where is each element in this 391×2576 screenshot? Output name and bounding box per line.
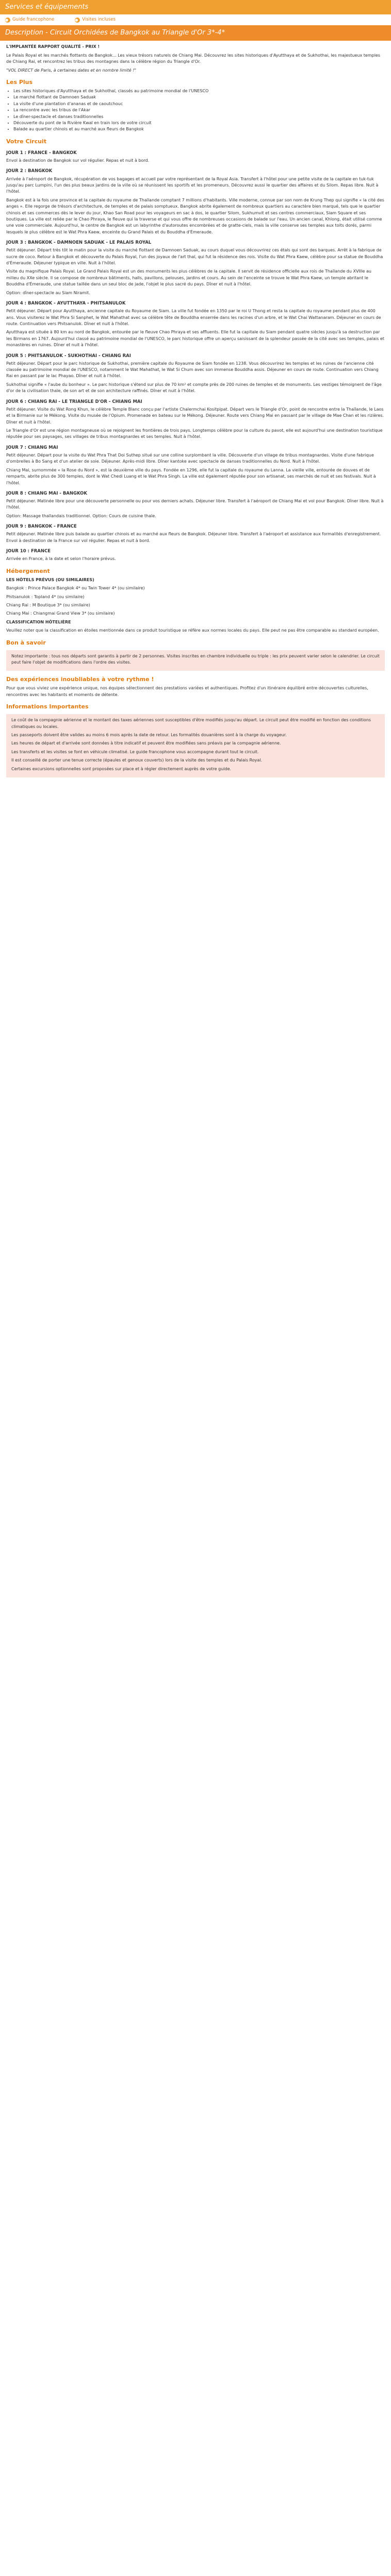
intro-1: L'IMPLANTÉE RAPPORT QUALITÉ - PRIX ! xyxy=(6,44,100,49)
info-line: Les heures de départ et d'arrivée sont données à titre indicatif et peuvent être modifiées sans préavis par la compagnie aérienne. xyxy=(11,741,281,746)
day-title: JOUR 6 : CHIANG RAI - LE TRIANGLE D'OR - CHIANG MAI xyxy=(6,399,142,404)
guide-item xyxy=(5,16,54,23)
day-title: JOUR 4 : BANGKOK - AYUTTHAYA - PHITSANULOK xyxy=(6,301,126,306)
day-text: Petit déjeuner. Visite du Wat Rong Khun, le célèbre Temple Blanc conçu par l'artiste Chalermchai Kositpipat. Départ vers le Triangle d'Or, point de rencontre entre la Thaïlande, le Laos et la Birmanie sur le Mékong. Visite du musée de l'Opium. Promenade en bateau sur le Mékong. Déjeuner. Route vers Chiang Mai en passant par le village de Mae Chan et les rizières. Dîner et nuit à l'hôtel. xyxy=(6,406,384,425)
services-list xyxy=(0,14,391,25)
day-title: JOUR 7 : CHIANG MAI xyxy=(6,445,58,450)
day-text: Bangkok est à la fois une province et la capitale du royaume de Thaïlande comptant 7 millions d'habitants. Ville moderne, connue par son nom de Krung Thep qui signifie « la cité des anges ». Elle regorge de trésors d'architecture, de temples et de palais somptueux. Bangkok abrite également de nombreux quartiers au caractère bien marqué, tels que le quartier chinois et ses commerces dès le lever du jour, Khao San Road pour les voyageurs en sac à dos, le quartier Silom, Sukhumvit et ses centres commerciaux, Siam Square et ses boutiques. La ville est reliée par le Chao Phraya, le fleuve qui la traverse et qui vous offre de nombreuses occasions de balade sur l'eau. Un ancien canal, Khlong, était utilisé comme une voie commerciale. Aujourd'hui, le centre de Bangkok est un labyrinthe d'autoroutes encombrées et de gratte-ciels, mais la ville conserve ses temples aux toits dorés, parmi lesquels le plus célèbre est le Wat Phra Kaew, enceinte du Grand Palais et du Bouddha d'Émeraude. xyxy=(6,197,384,234)
bon-box xyxy=(6,650,385,671)
day-text: Petit déjeuner. Départ très tôt le matin pour la visite du marché flottant de Damnoen Saduak, au cours duquel vous découvrirez ces étals qui sont des barques. Arrêt à la fabrique de sucre de coco. Retour à Bangkok et découverte du Palais Royal, l'un des joyaux de l'art thaï, qui fut la résidence des rois. Visite du Wat Phra Kaew, célèbre pour sa statue de Bouddha d'Émeraude. Déjeuner typique en ville. Nuit à l'hôtel. xyxy=(6,248,383,266)
info-line: Les passeports doivent être valides au moins 6 mois après la date de retour. Les formalités douanières sont à la charge du voyageur. xyxy=(11,733,287,738)
day-text: Arrivée en France, à la date et selon l'horaire prévus. xyxy=(6,556,116,562)
day-title: JOUR 1 : FRANCE - BANGKOK xyxy=(6,150,77,156)
intro-3: "VOL DIRECT de Paris, à certaines dates et en nombre limité !" xyxy=(6,67,137,73)
plus-item: • Le marché flottant de Damnoen Saduak xyxy=(13,94,385,100)
bon-title: Bon à savoir xyxy=(6,639,46,646)
services-bar xyxy=(0,0,391,14)
guide-label: Guide francophone xyxy=(12,17,55,23)
day-text: Option: Massage thaïlandais traditionnel. Option: Cours de cuisine thaïe. xyxy=(6,513,156,518)
hotels-subtitle: LES HÔTELS PRÉVUS (OU SIMILAIRES) xyxy=(6,577,94,582)
plus-item: • Les sites historiques d'Ayutthaya et de Sukhothaï, classés au patrimoine mondial de l'UNESCO xyxy=(13,88,385,94)
info-title: Informations Importantes xyxy=(6,703,89,710)
day-title: JOUR 3 : BANGKOK - DAMNOEN SADUAK - LE PALAIS ROYAL xyxy=(6,240,152,246)
day-title: JOUR 5 : PHITSANULOK - SUKHOTHAI - CHIANG RAI xyxy=(6,353,131,359)
circuit-title: Votre Circuit xyxy=(6,138,47,145)
day-text: Arrivée à l'aéroport de Bangkok, récupération de vos bagages et accueil par votre représentant de la Royal Asia. Transfert à l'hôtel pour une petite visite de la capitale en tuk-tuk jusqu'au parc Lumpini, l'un des plus beaux jardins de la ville où se réunissent les sportifs et les promeneurs. Découvrez aussi le quartier des affaires et du Silom. Repas libre. Nuit à l'hôtel. xyxy=(6,176,379,194)
description-title: Description - Circuit Orchidées de Bangkok au Triangle d'Or 3*-4* xyxy=(5,29,225,37)
info-box xyxy=(6,714,385,777)
info-line: Certaines excursions optionnelles sont proposées sur place et à régler directement auprès de votre guide. xyxy=(11,766,232,771)
plus-list xyxy=(6,88,385,133)
bon-text: Notez importante : tous nos départs sont garantis à partir de 2 personnes. Visites inscrites en chambre individuelle ou triple : les prix peuvent varier selon le calendrier. Le circuit peut faire l'objet de modifications dans l'ordre des visites. xyxy=(11,653,380,665)
main-content xyxy=(0,41,391,784)
plus-item: • Le dîner-spectacle et danses traditionnelles xyxy=(13,114,385,120)
info-line: Les transferts et les visites se font en véhicule climatisé. Le guide francophone vous accompagne durant tout le circuit. xyxy=(11,749,259,754)
day-title: JOUR 2 : BANGKOK xyxy=(6,168,53,174)
description-bar xyxy=(0,25,391,41)
days-list xyxy=(6,150,385,563)
day-title: JOUR 10 : FRANCE xyxy=(6,549,51,554)
hotels-title: Hébergement xyxy=(6,567,50,574)
plus-item: • La visite d'une plantation d'ananas et de caoutchouc xyxy=(13,101,385,107)
info-line: Le coût de la compagnie aérienne et le montant des taxes aériennes sont susceptibles d'être modifiés jusqu'au départ. Le circuit peut être modifié en fonction des conditions climatiques ou locales. xyxy=(11,718,371,729)
day-text: Option: dîner-spectacle au Siam Niramit. xyxy=(6,290,90,295)
day-text: Visite du magnifique Palais Royal. Le Grand Palais Royal est un des monuments les plus célèbres de la capitale. Il servit de résidence officielle aux rois de Thaïlande du XVIIIe au milieu du XXe siècle. Il se compose de nombreux bâtiments, halls, pavillons, pelouses, jardins et cours. Au sein de l'enceinte se trouve le Wat Phra Kaew, un temple abritant le Bouddha d'Émeraude, une statue taillée dans un seul bloc de jade, l'objet le plus sacré du pays. Dîner et nuit à l'hôtel. xyxy=(6,269,371,287)
day-text: Envol à destination de Bangkok sur vol régulier. Repas et nuit à bord. xyxy=(6,158,150,163)
day-text: Petit déjeuner. Matinée libre pour une découverte personnelle ou pour vos derniers achats. Déjeuner libre. Transfert à l'aéroport de Chiang Mai et vol pour Bangkok. Dîner libre. Nuit à l'hôtel. xyxy=(6,499,384,510)
info-line: Il est conseillé de porter une tenue correcte (épaules et genoux couverts) lors de la visite des temples et du Palais Royal. xyxy=(11,758,263,763)
hotel-line: Chiang Mai : Chiangmai Grand View 3* (ou similaire) xyxy=(6,611,115,616)
experience-title: Des expériences inoubliables à votre rythme ! xyxy=(6,676,154,683)
day-text: Ayutthaya est située à 80 km au nord de Bangkok, entourée par le fleuve Chao Phraya et ses affluents. Elle fut la capitale du Siam pendant quatre siècles jusqu'à sa destruction par les Birmans en 1767. Aujourd'hui classé au patrimoine mondial de l'UNESCO, le parc historique offre un aperçu saisissant de la splendeur passée de la cité avec ses temples, palais et monastères en ruines. Dîner et nuit à l'hôtel. xyxy=(6,330,384,348)
day-text: Petit déjeuner. Départ pour Ayutthaya, ancienne capitale du Royaume de Siam. La ville fut fondée en 1350 par le roi U Thong et resta la capitale du royaume pendant plus de 400 ans. Vous visiterez le Wat Phra Si Sanphet, le Wat Mahathat avec sa célèbre tête de Bouddha enserrée dans les racines d'un arbre, et le Wat Chai Wattanaram. Déjeuner en cours de route. Continuation vers Phitsanulok. Dîner et nuit à l'hôtel. xyxy=(6,309,381,326)
visits-icon: ● xyxy=(75,18,80,23)
day-text: Petit déjeuner. Départ pour le parc historique de Sukhothai, première capitale du Royaume de Siam fondée en 1238. Vous découvrirez les temples et les ruines de l'ancienne cité classée au patrimoine mondial de l'UNESCO, notamment le Wat Mahathat, le Wat Si Chum avec son immense Bouddha assis. Déjeuner en cours de route. Continuation vers Chiang Rai en passant par le lac Phayao. Dîner et nuit à l'hôtel. xyxy=(6,361,379,379)
experience-text: Pour que vous viviez une expérience unique, nos équipes sélectionnent des prestations variées et authentiques. Profitez d'un itinéraire équilibré entre découvertes culturelles, rencontres avec les habitants et moments de détente. xyxy=(6,686,368,697)
classification-title: CLASSIFICATION HÔTELIÈRE xyxy=(6,619,71,624)
visits-item xyxy=(75,16,116,23)
plus-item: • La rencontre avec les tribus de l'Akar xyxy=(13,107,385,113)
intro-2: Le Palais Royal et les marchés flottants de Bangkok... Les vieux trésors naturels de Chiang Mai. Découvrez les sites historiques d'Ayutthaya et de Sukhothai, les majestueux temples de Chiang Rai, et rencontrez les tribus des montagnes dans la célèbre région du Triangle d'Or. xyxy=(6,53,380,64)
plus-title: Les Plus xyxy=(6,79,33,86)
hotel-line: Phitsanulok : Topland 4* (ou similaire) xyxy=(6,594,85,599)
day-text: Petit déjeuner. Matinée libre puis balade au quartier chinois et au marché aux fleurs de Bangkok. Déjeuner libre. Transfert à l'aéroport et assistance aux formalités d'enregistrement. Envol à destination de la France sur vol régulier. Repas et nuit à bord. xyxy=(6,532,381,543)
day-title: JOUR 8 : CHIANG MAI - BANGKOK xyxy=(6,490,87,496)
day-text: Sukhothai signifie « l'aube du bonheur ». Le parc historique s'étend sur plus de 70 km² et compte près de 200 ruines de temples et de monuments. Les vestiges témoignent de l'âge d'or de la civilisation thaïe, de son art et de son architecture raffinés. Dîner et nuit à l'hôtel. xyxy=(6,382,382,394)
visits-label: Visites incluses xyxy=(82,17,116,23)
classification-text: Veuillez noter que la classification en étoiles mentionnée dans ce produit touristique se réfère aux normes locales du pays. Elle peut ne pas être comparable au standard européen. xyxy=(6,628,379,633)
day-text: Chiang Mai, surnommée « la Rose du Nord », est la deuxième ville du pays. Fondée en 1296, elle fut la capitale du royaume du Lanna. La vieille ville, entourée de douves et de remparts, abrite plus de 300 temples, dont le Wat Chedi Luang et le Wat Phra Singh. La ville est également réputée pour son artisanat, ses marchés de nuit et ses festivals. Nuit à l'hôtel. xyxy=(6,467,376,485)
services-title: Services et équipements xyxy=(5,3,89,11)
hotel-line: Bangkok : Prince Palace Bangkok 4* ou Twin Tower 4* (ou similaire) xyxy=(6,586,145,591)
day-title: JOUR 9 : BANGKOK - FRANCE xyxy=(6,524,77,530)
day-text: Petit déjeuner. Départ pour la visite du Wat Phra That Doi Suthep situé sur une colline surplombant la ville. Découverte d'un village de tribus montagnardes. Visite d'une fabrique d'ombrelles à Bo Sang et d'un atelier de soie. Déjeuner. Après-midi libre. Dîner kantoke avec spectacle de danses traditionnelles du Nord. Nuit à l'hôtel. xyxy=(6,452,374,464)
day-text: Le Triangle d'Or est une région montagneuse où se rejoignent les frontières de trois pays. Longtemps célèbre pour la culture du pavot, elle est aujourd'hui une destination touristique réputée pour ses paysages, ses villages de tribus montagnardes et ses temples. Nuit à l'hôtel. xyxy=(6,428,383,439)
plus-item: • Balade au quartier chinois et au marché aux fleurs de Bangkok xyxy=(13,126,385,132)
hotel-line: Chiang Rai : M Boutique 3* (ou similaire) xyxy=(6,602,90,607)
guide-icon: ● xyxy=(5,18,10,23)
plus-item: • Découverte du pont de la Rivière Kwaï en train lors de votre circuit xyxy=(13,120,385,126)
